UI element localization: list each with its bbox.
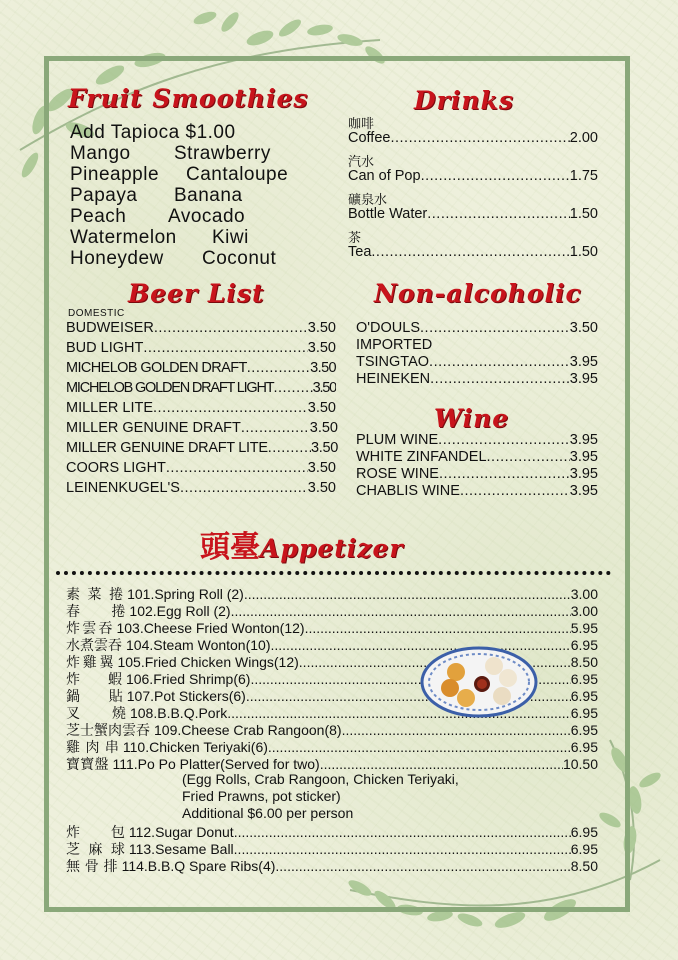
fruit-item: Strawberry	[174, 143, 271, 164]
wine-name: WHITE ZINFANDEL	[356, 449, 487, 465]
leader-dots	[390, 130, 569, 146]
imported-price: 3.95	[569, 354, 598, 370]
wine-heading: Wine	[434, 404, 510, 433]
beer-list-heading: Beer List	[128, 279, 265, 308]
fruit-item: Coconut	[202, 248, 277, 269]
appetizer-number: 106.	[125, 671, 154, 687]
leader-dots	[305, 620, 571, 636]
leader-dots	[438, 432, 570, 448]
appetizer-heading-cn: 頭臺	[200, 530, 260, 565]
appetizer-name: Steam Wonton(10)	[153, 637, 271, 653]
appetizer-number: 103.	[116, 620, 144, 636]
drink-name: Coffee	[348, 130, 391, 146]
nonalc-price: 3.50	[569, 320, 598, 336]
drink-price: 1.50	[569, 244, 598, 260]
fruit-line	[70, 206, 245, 228]
appetizer-cn-char: 串	[104, 739, 119, 755]
fruit-item: Peach	[70, 206, 127, 227]
appetizer-number: 110.	[122, 739, 150, 755]
fruit-line	[70, 143, 271, 165]
appetizer-price: 6.95	[570, 688, 598, 704]
appetizer-number: 102.	[129, 603, 157, 619]
appetizer-cn-char: 吞	[98, 620, 113, 636]
appetizer-cn-char: 雲	[94, 637, 108, 653]
leader-dots	[275, 858, 570, 874]
appetizer-cn-char: 無	[66, 858, 80, 874]
appetizer-row	[66, 839, 598, 856]
appetizer-name: Cheese Fried Wonton(12)	[143, 620, 305, 636]
leader-dots	[143, 340, 307, 356]
drink-price: 1.75	[569, 168, 598, 184]
dotted-separator	[56, 571, 611, 575]
drink-name: Bottle Water	[348, 206, 428, 222]
beer-price: 3.50	[310, 360, 336, 376]
drinks-heading: Drinks	[414, 86, 514, 115]
appetizer-cn-char: 翼	[99, 654, 114, 670]
appetizer-price: 6.95	[570, 671, 598, 687]
appetizer-cn-char: 捲	[111, 603, 126, 619]
appetizer-name: Egg Roll (2)	[156, 603, 231, 619]
beer-price: 3.50	[310, 440, 338, 456]
fruit-item: Cantaloupe	[186, 164, 289, 185]
leader-dots	[154, 320, 308, 336]
appetizer-cn-char: 雲	[82, 620, 97, 636]
leader-dots	[241, 420, 310, 436]
platter-note: Fried Prawns, pot sticker)	[182, 788, 341, 804]
appetizer-price: 6.95	[570, 824, 598, 840]
fruit-line	[70, 227, 249, 249]
wine-row	[356, 449, 598, 465]
beer-name: COORS LIGHT	[66, 460, 166, 476]
appetizer-cn-char: 寶	[66, 756, 80, 772]
beer-price: 3.50	[307, 320, 336, 336]
appetizer-cn-char: 芝士蟹肉雲吞	[66, 722, 150, 738]
leader-dots	[439, 466, 570, 482]
appetizer-name: Chicken Teriyaki(6)	[149, 739, 268, 755]
imported-row	[356, 371, 598, 387]
appetizer-price: 3.00	[570, 603, 598, 619]
appetizer-cn-char: 鍋	[66, 688, 80, 704]
appetizer-cn-char: 球	[110, 841, 125, 857]
beer-row	[66, 340, 336, 356]
appetizer-price: 3.00	[570, 586, 598, 602]
appetizer-name: Po Po Platter(Served for two)	[137, 756, 320, 772]
wine-name: CHABLIS WINE	[356, 483, 460, 499]
appetizer-price: 5.95	[570, 620, 598, 636]
appetizer-price: 6.95	[570, 841, 598, 857]
wine-price: 3.95	[569, 466, 598, 482]
leader-dots	[487, 449, 570, 465]
appetizer-cn-char: 菜	[87, 586, 102, 602]
appetizer-cn-name	[66, 754, 108, 774]
platter-note: (Egg Rolls, Crab Rangoon, Chicken Teriyaki,	[182, 771, 459, 787]
drink-cn-label: 咖啡	[348, 116, 375, 131]
appetizer-cn-char: 水	[66, 637, 80, 653]
appetizer-name: B.B.Q.Pork	[157, 705, 228, 721]
appetizer-cn-char: 排	[103, 858, 118, 874]
appetizer-heading	[200, 522, 404, 566]
wine-row	[356, 483, 598, 499]
appetizer-cn-char: 盤	[94, 756, 109, 772]
drink-row	[348, 206, 598, 222]
wine-price: 3.95	[569, 432, 598, 448]
imported-price: 3.95	[569, 371, 598, 387]
leader-dots	[247, 360, 310, 376]
appetizer-cn-char: 蝦	[107, 671, 122, 687]
appetizer-cn-char: 炸	[66, 824, 80, 840]
drink-cn-label: 汽水	[348, 154, 375, 169]
appetizer-cn-char: 骨	[84, 858, 99, 874]
appetizer-price: 6.95	[570, 739, 598, 755]
leader-dots	[234, 841, 571, 857]
appetizer-number: 104.	[126, 637, 154, 653]
domestic-label: DOMESTIC	[68, 308, 125, 319]
fruit-item: Kiwi	[212, 227, 249, 248]
platter-note: Additional $6.00 per person	[182, 805, 354, 821]
beer-row	[66, 400, 336, 416]
appetizer-row	[66, 601, 598, 618]
leader-dots	[427, 206, 570, 222]
appetizer-name: Pot Stickers(6)	[154, 688, 246, 704]
appetizer-number: 108.	[129, 705, 158, 721]
nonalc-row	[356, 320, 598, 336]
fruit-item: Avocado	[168, 206, 246, 227]
non-alcoholic-heading: Non-alcoholic	[374, 279, 582, 308]
appetizer-row	[66, 720, 598, 737]
appetizer-name: Fried Chicken Wings(12)	[144, 654, 299, 670]
appetizer-cn-char: 燒	[111, 705, 126, 721]
fruit-item: Honeydew	[70, 248, 164, 269]
leader-dots	[421, 168, 570, 184]
beer-price: 3.50	[307, 340, 336, 356]
fruit-item: Pineapple	[70, 164, 160, 185]
beer-price: 3.50	[309, 420, 338, 436]
appetizer-cn-char: 煮	[80, 637, 94, 653]
drink-price: 1.50	[569, 206, 598, 222]
imported-label: IMPORTED	[356, 337, 433, 353]
appetizer-price: 6.95	[570, 722, 598, 738]
appetizer-heading-en: Appetizer	[260, 534, 404, 563]
appetizer-number: 113.	[128, 841, 156, 857]
leader-dots	[371, 244, 569, 260]
appetizer-cn-char: 春	[66, 603, 80, 619]
leader-dots	[153, 400, 308, 416]
appetizer-number: 114.	[121, 858, 148, 874]
appetizer-name: Fried Shrimp(6)	[153, 671, 251, 687]
leader-dots	[342, 722, 571, 738]
beer-name: MICHELOB GOLDEN DRAFT LIGHT	[66, 380, 274, 396]
drink-cn-label: 茶	[348, 230, 362, 245]
leader-dots	[460, 483, 570, 499]
beer-row	[66, 320, 336, 336]
appetizer-cn-char: 吞	[108, 637, 122, 653]
appetizer-row	[66, 618, 598, 635]
appetizer-number: 101.	[127, 586, 155, 602]
leader-dots	[268, 739, 571, 755]
appetizer-cn-char: 麻	[88, 841, 103, 857]
beer-row	[66, 480, 336, 496]
appetizer-name: Sugar Donut	[155, 824, 234, 840]
drink-row	[348, 130, 598, 146]
appetizer-cn-char: 炸	[66, 620, 80, 636]
fruit-item: Watermelon	[70, 227, 177, 248]
beer-name: MICHELOB GOLDEN DRAFT	[66, 360, 247, 376]
fruit-line	[70, 248, 276, 270]
appetizer-cn-char: 包	[110, 824, 125, 840]
leader-dots	[320, 756, 563, 772]
beer-name: MILLER GENUINE DRAFT	[66, 420, 241, 436]
appetizer-row	[66, 737, 598, 754]
appetizer-cn-char: 雞	[82, 654, 97, 670]
fruit-item: Papaya	[70, 185, 138, 206]
beer-price: 3.50	[307, 460, 336, 476]
appetizer-cn-char: 素	[66, 586, 80, 602]
wine-name: ROSE WINE	[356, 466, 439, 482]
wine-price: 3.95	[569, 483, 598, 499]
drink-cn-label: 礦泉水	[348, 192, 388, 207]
leader-dots	[268, 440, 311, 456]
appetizer-row	[66, 822, 598, 839]
leader-dots	[244, 586, 571, 602]
beer-name: BUD LIGHT	[66, 340, 144, 356]
dumpling-plate-image	[420, 644, 538, 718]
wine-price: 3.95	[569, 449, 598, 465]
drink-row	[348, 244, 598, 260]
drink-price: 2.00	[569, 130, 598, 146]
beer-row	[66, 380, 336, 396]
appetizer-number: 111.	[112, 756, 138, 772]
appetizer-name: B.B.Q Spare Ribs(4)	[147, 858, 276, 874]
nonalc-name: O'DOULS	[356, 320, 421, 336]
leader-dots	[231, 603, 571, 619]
fruit-line	[70, 122, 236, 144]
leader-dots	[420, 320, 570, 336]
beer-price: 3.50	[312, 380, 336, 396]
appetizer-price: 6.95	[570, 637, 598, 653]
appetizer-cn-char: 炸	[66, 654, 80, 670]
appetizer-cn-char: 寶	[80, 756, 95, 772]
appetizer-number: 105.	[117, 654, 145, 670]
fruit-item: Mango	[70, 143, 131, 164]
appetizer-row	[66, 856, 598, 873]
appetizer-number: 107.	[126, 688, 154, 704]
leader-dots	[180, 480, 308, 496]
fruit-line	[70, 185, 243, 207]
appetizer-cn-char: 肉	[85, 739, 100, 755]
appetizer-cn-char: 炸	[66, 671, 80, 687]
fruit-smoothies-heading: Fruit Smoothies	[68, 84, 309, 113]
leader-dots	[166, 460, 308, 476]
leader-dots	[234, 824, 571, 840]
appetizer-cn-char: 捲	[109, 586, 124, 602]
appetizer-cn-char: 叉	[66, 705, 80, 721]
fruit-line	[70, 164, 288, 186]
beer-name: MILLER GENUINE DRAFT LITE	[66, 440, 268, 456]
leader-dots	[429, 354, 570, 370]
appetizer-row	[66, 584, 598, 601]
appetizer-number: 109.	[154, 722, 182, 738]
appetizer-cn-char: 雞	[66, 739, 80, 755]
wine-row	[356, 432, 598, 448]
fruit-item: Add Tapioca $1.00	[70, 122, 236, 143]
wine-name: PLUM WINE	[356, 432, 439, 448]
leader-dots	[430, 371, 570, 387]
fruit-item: Banana	[174, 185, 243, 206]
beer-name: LEINENKUGEL'S	[66, 480, 180, 496]
drink-row	[348, 168, 598, 184]
beer-price: 3.50	[307, 480, 336, 496]
appetizer-name: Cheese Crab Rangoon(8)	[181, 722, 342, 738]
drink-name: Can of Pop	[348, 168, 421, 184]
beer-name: BUDWEISER	[66, 320, 154, 336]
drink-name: Tea	[348, 244, 372, 260]
appetizer-price: 8.50	[570, 858, 598, 874]
beer-name: MILLER LITE	[66, 400, 154, 416]
imported-name: HEINEKEN	[356, 371, 431, 387]
beer-row	[66, 460, 336, 476]
imported-name: TSINGTAO	[356, 354, 430, 370]
appetizer-cn-name	[66, 856, 118, 876]
beer-row	[66, 360, 336, 376]
appetizer-name: Sesame Ball	[155, 841, 234, 857]
appetizer-row	[66, 754, 598, 771]
appetizer-name: Spring Roll (2)	[154, 586, 244, 602]
beer-price: 3.50	[307, 400, 336, 416]
imported-row	[356, 354, 598, 370]
appetizer-price: 8.50	[570, 654, 598, 670]
beer-row	[66, 440, 338, 456]
appetizer-price: 6.95	[570, 705, 598, 721]
leader-dots	[273, 380, 312, 396]
appetizer-cn-char: 貼	[108, 688, 123, 704]
appetizer-number: 112.	[128, 824, 156, 840]
beer-row	[66, 420, 338, 436]
appetizer-cn-char: 芝	[66, 841, 80, 857]
wine-row	[356, 466, 598, 482]
appetizer-price: 10.50	[562, 756, 598, 772]
